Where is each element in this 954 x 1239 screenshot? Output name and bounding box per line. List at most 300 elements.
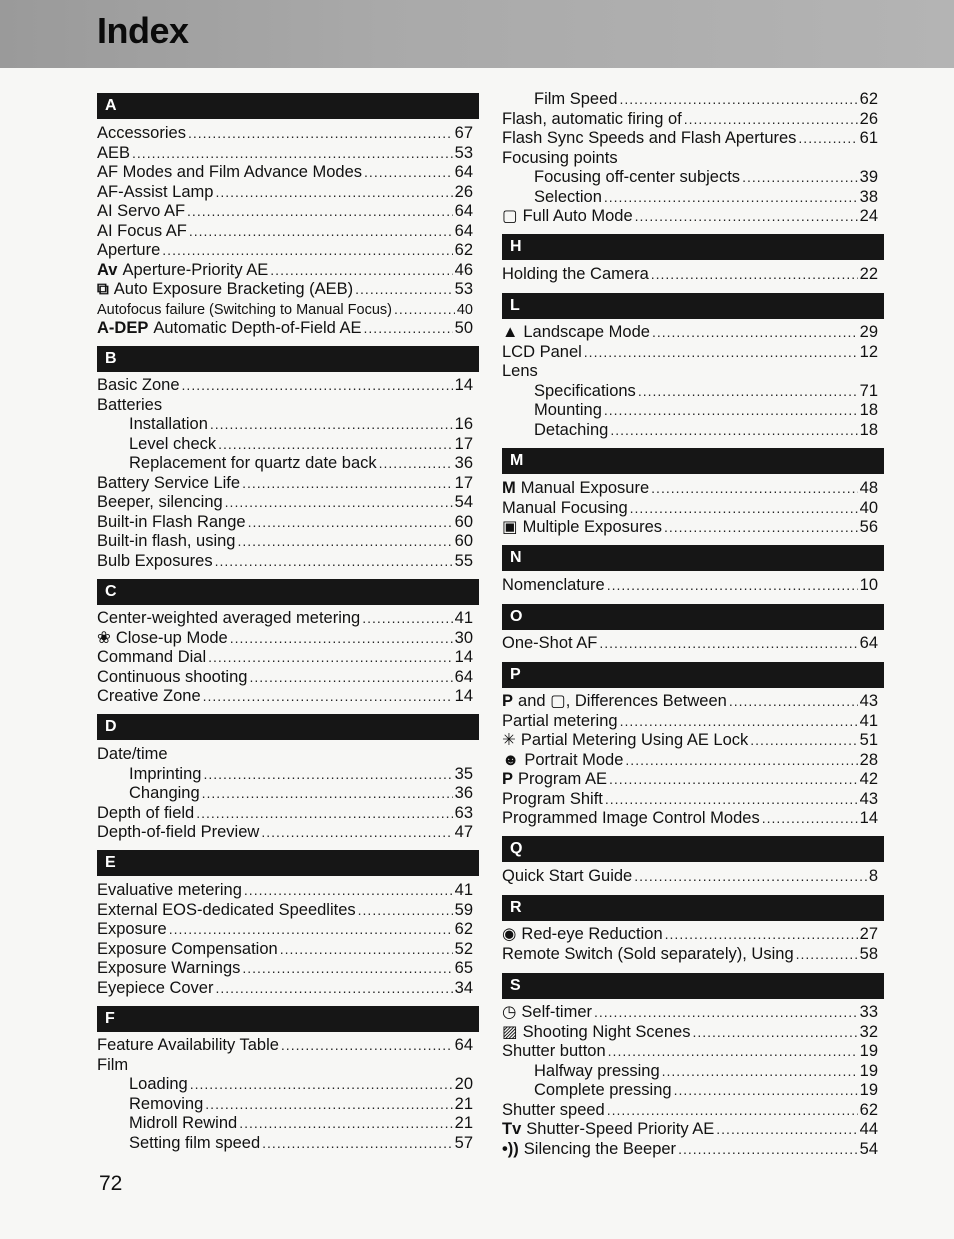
dot-leader xyxy=(203,764,452,784)
section-letter: F xyxy=(105,1010,115,1027)
dot-leader xyxy=(230,628,453,648)
entry-page: 63 xyxy=(454,803,473,822)
index-entry xyxy=(502,691,878,711)
dot-leader xyxy=(238,531,453,551)
entry-page: 14 xyxy=(859,809,878,827)
entry-label: Depth of field xyxy=(97,803,195,822)
entry-label: and ▢, Differences Between xyxy=(518,692,727,710)
entry-label: Film xyxy=(97,1055,129,1074)
entry-label: Silencing the Beeper xyxy=(523,1139,677,1158)
entry-page: 43 xyxy=(859,789,878,808)
dot-leader xyxy=(678,1139,858,1159)
index-entry xyxy=(97,822,473,842)
index-entry xyxy=(97,978,473,998)
entry-label: Exposure xyxy=(97,920,167,938)
dot-leader xyxy=(607,575,858,595)
mode-icon: P xyxy=(502,770,514,788)
entry-label: External EOS-dedicated Speedlites xyxy=(97,900,356,919)
entry-page: 43 xyxy=(859,692,878,710)
entry-label: Focusing points xyxy=(502,148,618,167)
entry-page: 10 xyxy=(859,576,878,594)
dot-leader xyxy=(270,260,452,280)
index-entry xyxy=(97,473,473,493)
index-entry xyxy=(534,1080,878,1100)
entry-label: Shooting Night Scenes xyxy=(522,1022,691,1041)
entry-page: 47 xyxy=(454,823,473,841)
entry-label: AI Focus AF xyxy=(97,221,187,240)
entry-label: Full Auto Mode xyxy=(522,207,633,225)
entry-page: 48 xyxy=(859,479,878,497)
entry-page: 39 xyxy=(859,168,878,186)
dot-leader xyxy=(379,453,453,473)
section-header-e xyxy=(97,850,479,876)
index-entry xyxy=(97,919,473,939)
index-entry xyxy=(97,1055,473,1075)
entry-page: 55 xyxy=(454,551,473,570)
mode-icon: ▲ xyxy=(502,323,519,341)
mode-icon: M xyxy=(502,479,516,497)
entry-page: 62 xyxy=(859,1100,878,1119)
entry-page: 14 xyxy=(454,687,473,705)
index-entry xyxy=(502,342,878,362)
entry-page: 64 xyxy=(859,634,878,652)
index-entry xyxy=(502,924,878,944)
entry-page: 67 xyxy=(454,124,473,142)
dot-leader xyxy=(187,201,453,221)
index-entry xyxy=(129,764,473,784)
index-entry xyxy=(129,434,473,454)
entry-page: 56 xyxy=(859,518,878,536)
index-entry xyxy=(502,808,878,828)
entry-label: Creative Zone xyxy=(97,687,201,705)
dot-leader xyxy=(607,1100,858,1120)
dot-leader xyxy=(638,381,858,401)
section-letter: C xyxy=(105,583,117,600)
index-entry xyxy=(129,1133,473,1153)
dot-leader xyxy=(362,608,452,628)
index-entry xyxy=(97,318,473,338)
mode-icon: ⧉ xyxy=(97,280,109,298)
index-entry xyxy=(534,381,878,401)
entry-page: 26 xyxy=(859,109,878,128)
dot-leader xyxy=(248,512,453,532)
index-entry xyxy=(97,299,473,319)
section-header-c xyxy=(97,579,479,605)
entry-label: Aperture xyxy=(97,241,161,259)
section-header-b xyxy=(97,346,479,372)
entry-label: Halfway pressing xyxy=(534,1061,660,1080)
index-entry xyxy=(534,420,878,440)
entry-page: 28 xyxy=(859,750,878,769)
index-entry xyxy=(502,128,878,148)
index-entry xyxy=(502,264,878,284)
index-entry xyxy=(97,744,473,764)
entry-label: Quick Start Guide xyxy=(502,867,633,885)
entry-page: 40 xyxy=(456,301,473,318)
dot-leader xyxy=(218,434,453,454)
entry-page: 59 xyxy=(454,900,473,919)
entry-page: 8 xyxy=(868,867,878,885)
entry-page: 57 xyxy=(454,1133,473,1152)
section-letter: Q xyxy=(510,840,523,857)
index-entry xyxy=(534,400,878,420)
index-entry xyxy=(502,322,878,342)
entry-label: Aperture-Priority AE xyxy=(122,260,269,279)
index-entry xyxy=(502,944,878,964)
index-entry xyxy=(534,167,878,187)
entry-page: 54 xyxy=(454,493,473,511)
dot-leader xyxy=(625,750,857,770)
index-entry xyxy=(129,1094,473,1114)
index-entry xyxy=(97,667,473,687)
index-entry xyxy=(97,221,473,241)
dot-leader xyxy=(594,1002,858,1022)
dot-leader xyxy=(215,978,452,998)
entry-label: Self-timer xyxy=(521,1003,592,1021)
section-letter: O xyxy=(510,608,523,625)
entry-page: 62 xyxy=(454,920,473,938)
index-entry xyxy=(502,711,878,731)
mode-icon: ▢ xyxy=(502,207,518,225)
dot-leader xyxy=(208,647,453,667)
entry-label: Exposure Warnings xyxy=(97,959,241,977)
dot-leader xyxy=(665,924,858,944)
entry-label: Built-in flash, using xyxy=(97,532,236,550)
entry-page: 41 xyxy=(859,711,878,730)
dot-leader xyxy=(762,808,858,828)
index-entry xyxy=(502,517,878,537)
section-letter: M xyxy=(510,452,524,469)
section-header-l xyxy=(502,293,884,319)
dot-leader xyxy=(662,1061,858,1081)
section-header-q xyxy=(502,836,884,862)
entry-page: 62 xyxy=(859,90,878,108)
entry-page: 64 xyxy=(454,221,473,240)
dot-leader xyxy=(215,551,453,571)
entry-label: Auto Exposure Bracketing (AEB) xyxy=(113,280,354,298)
section-letter: D xyxy=(105,718,117,735)
index-entry xyxy=(502,148,878,168)
section-letter: R xyxy=(510,899,522,916)
entry-page: 35 xyxy=(454,764,473,783)
dot-leader xyxy=(651,478,857,498)
entry-label: Program AE xyxy=(518,770,607,788)
mode-icon: ✳ xyxy=(502,731,516,749)
entry-page: 26 xyxy=(454,182,473,201)
dot-leader xyxy=(364,162,453,182)
dot-leader xyxy=(162,240,452,260)
index-entry xyxy=(502,633,878,653)
index-entry xyxy=(502,750,878,770)
entry-label: AF-Assist Lamp xyxy=(97,182,214,201)
index-entry xyxy=(97,880,473,900)
entry-page: 71 xyxy=(859,381,878,400)
index-entry xyxy=(97,900,473,920)
mode-icon: ▣ xyxy=(502,518,518,536)
dot-leader xyxy=(242,958,452,978)
index-entry xyxy=(534,187,878,207)
dot-leader xyxy=(620,711,858,731)
entry-label: Lens xyxy=(502,362,538,380)
dot-leader xyxy=(619,89,857,109)
index-entry xyxy=(534,89,878,109)
entry-page: 19 xyxy=(859,1061,878,1080)
page-number: 72 xyxy=(99,1172,123,1195)
entry-page: 42 xyxy=(859,770,878,788)
index-entry xyxy=(97,492,473,512)
entry-label: AI Servo AF xyxy=(97,202,186,220)
index-entry xyxy=(502,1022,878,1042)
dot-leader xyxy=(394,299,455,319)
entry-page: 52 xyxy=(454,939,473,958)
entry-page: 29 xyxy=(859,323,878,341)
index-entry xyxy=(97,201,473,221)
index-entry xyxy=(97,512,473,532)
entry-label: Multiple Exposures xyxy=(522,518,662,536)
entry-label: Accessories xyxy=(97,124,186,142)
entry-label: Eyepiece Cover xyxy=(97,978,214,997)
mode-icon: •)) xyxy=(502,1139,519,1158)
dot-leader xyxy=(609,769,858,789)
dot-leader xyxy=(190,1074,453,1094)
dot-leader xyxy=(604,400,858,420)
section-header-r xyxy=(502,895,884,921)
index-entry xyxy=(129,414,473,434)
entry-page: 41 xyxy=(454,609,473,627)
entry-label: Programmed Image Control Modes xyxy=(502,809,760,827)
section-header-h xyxy=(502,234,884,260)
index-entry xyxy=(97,240,473,260)
entry-page: 60 xyxy=(454,512,473,531)
dot-leader xyxy=(132,143,453,163)
entry-label: Selection xyxy=(534,187,602,206)
index-entry xyxy=(97,123,473,143)
dot-leader xyxy=(742,167,858,187)
section-header-o xyxy=(502,604,884,630)
index-entry xyxy=(502,866,878,886)
index-entry xyxy=(129,453,473,473)
dot-leader xyxy=(664,517,858,537)
dot-leader xyxy=(249,667,452,687)
dot-leader xyxy=(225,492,453,512)
dot-leader xyxy=(692,1022,857,1042)
dot-leader xyxy=(280,939,453,959)
index-entry xyxy=(502,361,878,381)
index-entry xyxy=(97,375,473,395)
dot-leader xyxy=(716,1119,857,1139)
mode-icon: Av xyxy=(97,260,118,279)
entry-page: 64 xyxy=(454,163,473,181)
section-header-f xyxy=(97,1006,479,1032)
index-entry xyxy=(534,1061,878,1081)
entry-label: Focusing off-center subjects xyxy=(534,168,741,186)
entry-label: Red-eye Reduction xyxy=(521,925,663,943)
dot-leader xyxy=(796,944,858,964)
dot-leader xyxy=(261,822,452,842)
entry-label: Flash, automatic firing of xyxy=(502,109,682,128)
section-letter: L xyxy=(510,297,520,314)
dot-leader xyxy=(202,783,453,803)
entry-label: Partial metering xyxy=(502,711,618,730)
index-entry xyxy=(97,628,473,648)
dot-leader xyxy=(189,221,453,241)
entry-page: 20 xyxy=(454,1075,473,1093)
section-header-a xyxy=(97,93,479,119)
section-letter: N xyxy=(510,549,522,566)
mode-icon: ◉ xyxy=(502,925,517,943)
entry-label: Battery Service Life xyxy=(97,473,241,492)
section-header-d xyxy=(97,714,479,740)
dot-leader xyxy=(188,123,453,143)
dot-leader xyxy=(281,1035,453,1055)
entry-page: 50 xyxy=(454,319,473,337)
section-header-n xyxy=(502,545,884,571)
dot-leader xyxy=(355,279,452,299)
dot-leader xyxy=(262,1133,452,1153)
mode-icon: P xyxy=(502,692,514,710)
index-entry xyxy=(97,647,473,667)
entry-label: Feature Availability Table xyxy=(97,1036,279,1054)
index-entry xyxy=(502,1100,878,1120)
dot-leader xyxy=(584,342,858,362)
entry-page: 16 xyxy=(454,415,473,433)
entry-label: Date/time xyxy=(97,745,168,763)
entry-page: 40 xyxy=(859,498,878,517)
index-entry xyxy=(97,182,473,202)
entry-page: 19 xyxy=(859,1042,878,1060)
entry-label: Level check xyxy=(129,434,217,453)
dot-leader xyxy=(169,919,453,939)
index-entry xyxy=(502,1119,878,1139)
section-letter: P xyxy=(510,666,521,683)
page-title: Index xyxy=(97,10,189,51)
entry-label: Continuous shooting xyxy=(97,667,248,686)
entry-page: 18 xyxy=(859,401,878,419)
index-entry xyxy=(97,803,473,823)
dot-leader xyxy=(605,789,858,809)
section-letter: E xyxy=(105,854,116,871)
entry-page: 64 xyxy=(454,667,473,686)
entry-label: Portrait Mode xyxy=(524,750,624,769)
index-entry xyxy=(97,395,473,415)
dot-leader xyxy=(651,264,858,284)
entry-page: 18 xyxy=(859,420,878,439)
entry-page: 65 xyxy=(454,959,473,977)
section-letter: H xyxy=(510,238,522,255)
entry-label: Nomenclature xyxy=(502,576,605,594)
index-entry xyxy=(502,1041,878,1061)
index-entry xyxy=(97,279,473,299)
entry-page: 54 xyxy=(859,1139,878,1158)
index-entry xyxy=(502,1139,878,1159)
entry-label: AEB xyxy=(97,143,131,162)
mode-icon: Tv xyxy=(502,1120,522,1138)
entry-page: 61 xyxy=(859,129,878,147)
index-entry xyxy=(502,1002,878,1022)
mode-icon: ▨ xyxy=(502,1022,518,1041)
entry-page: 44 xyxy=(859,1120,878,1138)
entry-page: 17 xyxy=(454,434,473,453)
dot-leader xyxy=(196,803,452,823)
entry-page: 17 xyxy=(454,473,473,492)
entry-label: Installation xyxy=(129,415,208,433)
entry-label: Mounting xyxy=(534,401,602,419)
entry-page: 34 xyxy=(454,978,473,997)
entry-page: 53 xyxy=(454,143,473,162)
index-entry xyxy=(129,783,473,803)
dot-leader xyxy=(635,206,858,226)
entry-label: One-Shot AF xyxy=(502,634,598,652)
dot-leader xyxy=(364,318,453,338)
entry-page: 58 xyxy=(859,944,878,963)
entry-page: 22 xyxy=(859,265,878,283)
entry-label: Command Dial xyxy=(97,648,207,666)
dot-leader xyxy=(358,900,453,920)
mode-icon: A-DEP xyxy=(97,319,149,337)
dot-leader xyxy=(798,128,857,148)
entry-page: 32 xyxy=(859,1022,878,1041)
entry-page: 41 xyxy=(454,881,473,899)
index-entry xyxy=(502,769,878,789)
entry-label: Setting film speed xyxy=(129,1133,261,1152)
section-letter: S xyxy=(510,977,521,994)
entry-page: 12 xyxy=(859,342,878,361)
dot-leader xyxy=(608,1041,858,1061)
dot-leader xyxy=(684,109,858,129)
dot-leader xyxy=(182,375,453,395)
dot-leader xyxy=(239,1113,452,1133)
entry-page: 53 xyxy=(454,280,473,298)
entry-page: 14 xyxy=(454,648,473,666)
entry-label: Close-up Mode xyxy=(115,628,228,647)
entry-page: 64 xyxy=(454,1036,473,1054)
index-entry xyxy=(502,575,878,595)
index-entry xyxy=(97,686,473,706)
dot-leader xyxy=(244,880,453,900)
index-entry xyxy=(97,531,473,551)
entry-label: AF Modes and Film Advance Modes xyxy=(97,163,363,181)
dot-leader xyxy=(599,633,857,653)
entry-label: Manual Focusing xyxy=(502,498,628,517)
dot-leader xyxy=(604,187,858,207)
entry-label: Partial Metering Using AE Lock xyxy=(520,731,749,749)
entry-label: Manual Exposure xyxy=(520,479,650,497)
entry-label: Exposure Compensation xyxy=(97,939,278,958)
entry-label: Center-weighted averaged metering xyxy=(97,609,361,627)
entry-label: Program Shift xyxy=(502,789,603,808)
entry-label: Detaching xyxy=(534,420,609,439)
entry-label: Automatic Depth-of-Field AE xyxy=(153,319,362,337)
index-entry xyxy=(97,143,473,163)
entry-label: Specifications xyxy=(534,381,636,400)
entry-label: Midroll Rewind xyxy=(129,1114,238,1132)
entry-page: 33 xyxy=(859,1003,878,1021)
dot-leader xyxy=(630,498,858,518)
entry-page: 21 xyxy=(454,1094,473,1113)
entry-label: Shutter-Speed Priority AE xyxy=(526,1120,715,1138)
entry-label: Evaluative metering xyxy=(97,881,242,899)
entry-label: Film Speed xyxy=(534,90,618,108)
index-entry xyxy=(502,478,878,498)
section-letter: A xyxy=(105,97,117,114)
dot-leader xyxy=(215,182,452,202)
index-entry xyxy=(97,958,473,978)
entry-page: 24 xyxy=(859,207,878,225)
entry-page: 27 xyxy=(859,925,878,943)
entry-label: Shutter button xyxy=(502,1042,606,1060)
entry-label: Landscape Mode xyxy=(523,323,650,341)
index-entry xyxy=(97,608,473,628)
